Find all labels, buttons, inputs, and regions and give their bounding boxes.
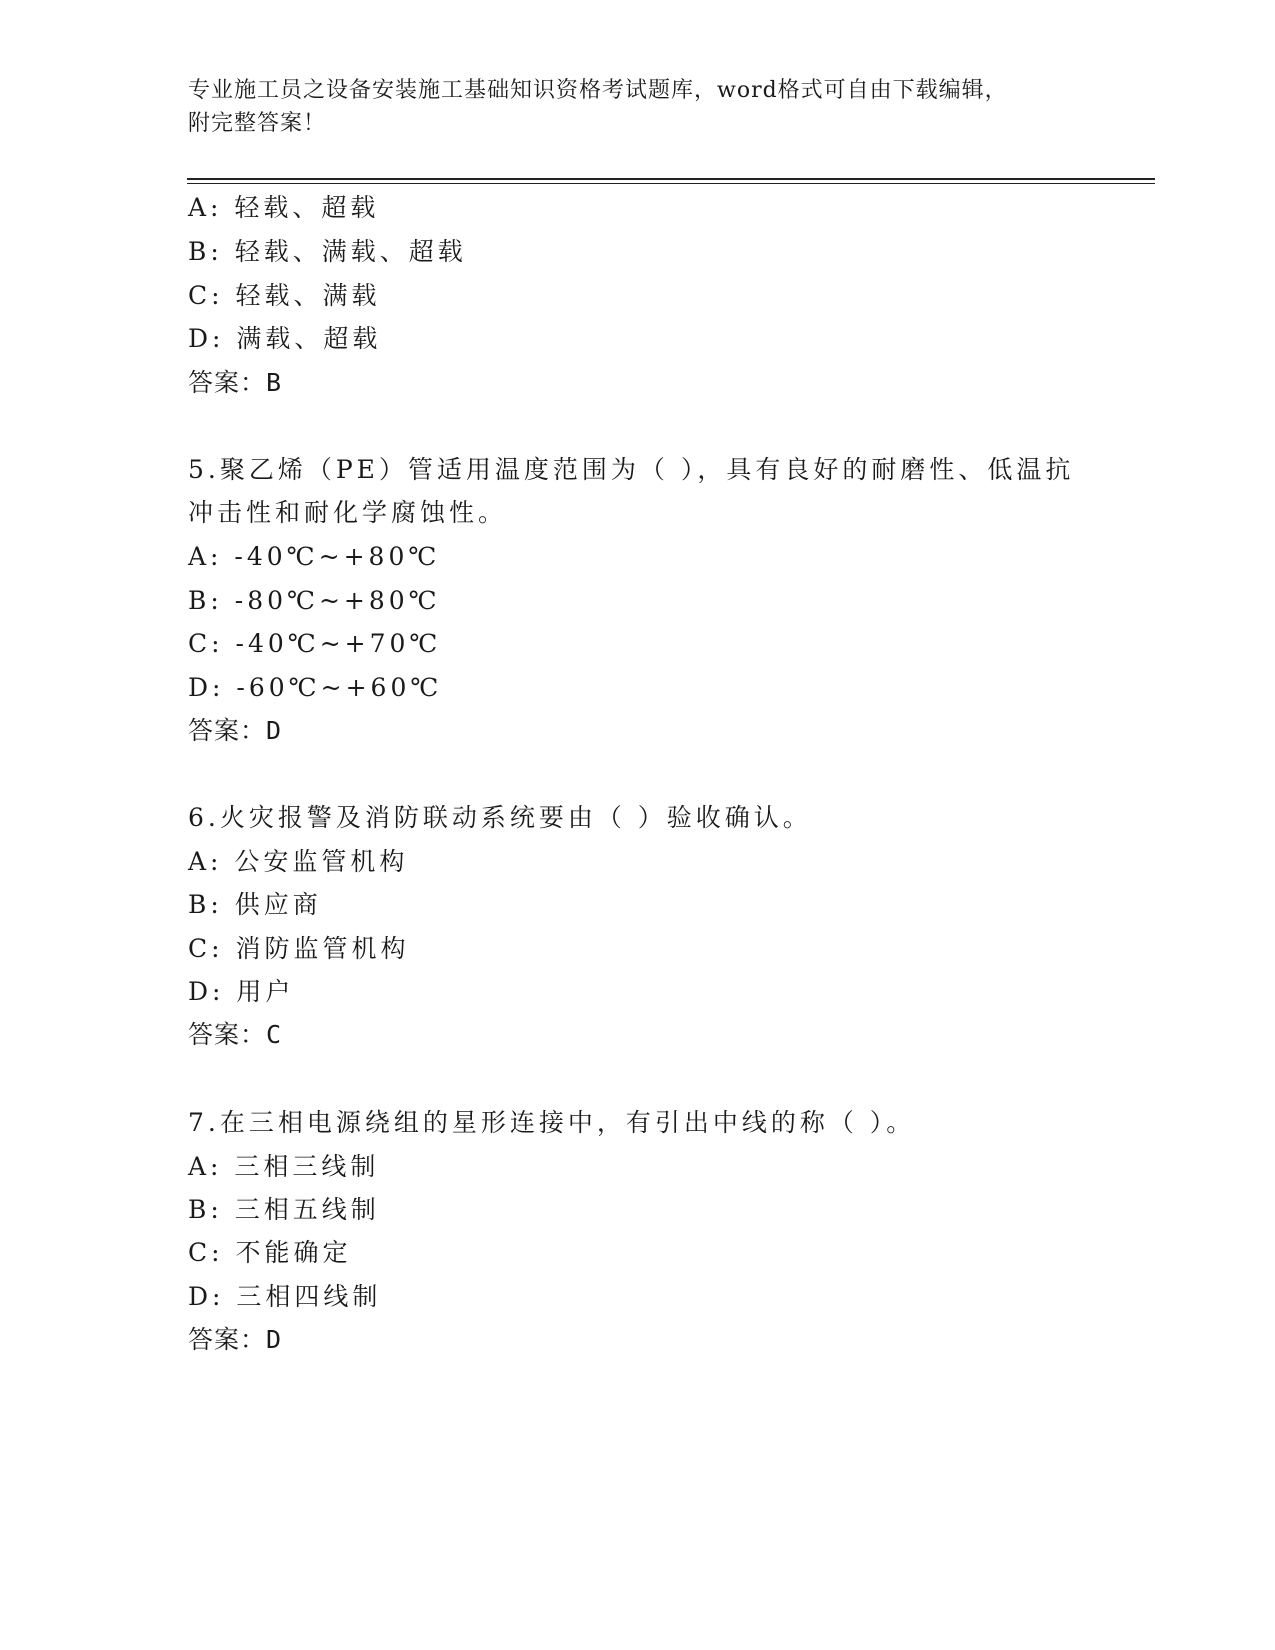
answer-label: 答案： — [188, 1020, 267, 1049]
q7-option-c: C: 不能确定 — [188, 1238, 352, 1267]
q5-answer — [188, 715, 282, 747]
answer-value: D — [266, 1325, 283, 1354]
q6-stem: 6.火灾报警及消防联动系统要由（ ）验收确认。 — [188, 803, 812, 832]
q5-stem-line-1: 5.聚乙烯（PE）管适用温度范围为（ ），具有良好的耐磨性、低温抗 — [188, 455, 1075, 484]
document-header — [188, 74, 1068, 140]
q7-answer — [188, 1324, 282, 1356]
q4-option-c: C: 轻载、满载 — [188, 281, 381, 310]
answer-value: C — [266, 1020, 283, 1049]
q5-option-b: B: -80℃~+80℃ — [188, 586, 441, 615]
q4-answer — [188, 367, 282, 399]
q5-stem-line-2: 冲击性和耐化学腐蚀性。 — [188, 498, 508, 527]
answer-label: 答案： — [188, 716, 267, 745]
q5-option-d: D: -60℃~+60℃ — [188, 673, 443, 702]
q4-option-d: D: 满载、超载 — [188, 324, 382, 353]
q6-option-b: B: 供应商 — [188, 890, 322, 919]
q4-option-b: B: 轻载、满载、超载 — [188, 237, 467, 266]
answer-value: D — [266, 716, 283, 745]
q7-option-a: A: 三相三线制 — [188, 1152, 380, 1181]
q6-option-c: C: 消防监管机构 — [188, 934, 410, 963]
answer-label: 答案： — [188, 368, 267, 397]
q6-option-d: D: 用户 — [188, 977, 295, 1006]
q6-option-a: A: 公安监管机构 — [188, 847, 409, 876]
q5-option-a: A: -40℃~+80℃ — [188, 542, 441, 571]
q7-option-b: B: 三相五线制 — [188, 1195, 380, 1224]
answer-label: 答案： — [188, 1325, 267, 1354]
answer-value: B — [266, 368, 283, 397]
q4-option-a: A: 轻载、超载 — [188, 193, 380, 222]
header-line-1: 专业施工员之设备安装施工基础知识资格考试题库，word格式可自由下载编辑， — [188, 78, 1008, 103]
header-line-2: 附完整答案！ — [188, 111, 327, 136]
q7-option-d: D: 三相四线制 — [188, 1282, 382, 1311]
header-divider-thin — [187, 183, 1155, 184]
q7-stem: 7.在三相电源绕组的星形连接中，有引出中线的称（ ）。 — [188, 1108, 916, 1137]
q5-option-c: C: -40℃~+70℃ — [188, 629, 442, 658]
q6-answer — [188, 1019, 282, 1051]
header-divider-thick — [187, 178, 1155, 180]
